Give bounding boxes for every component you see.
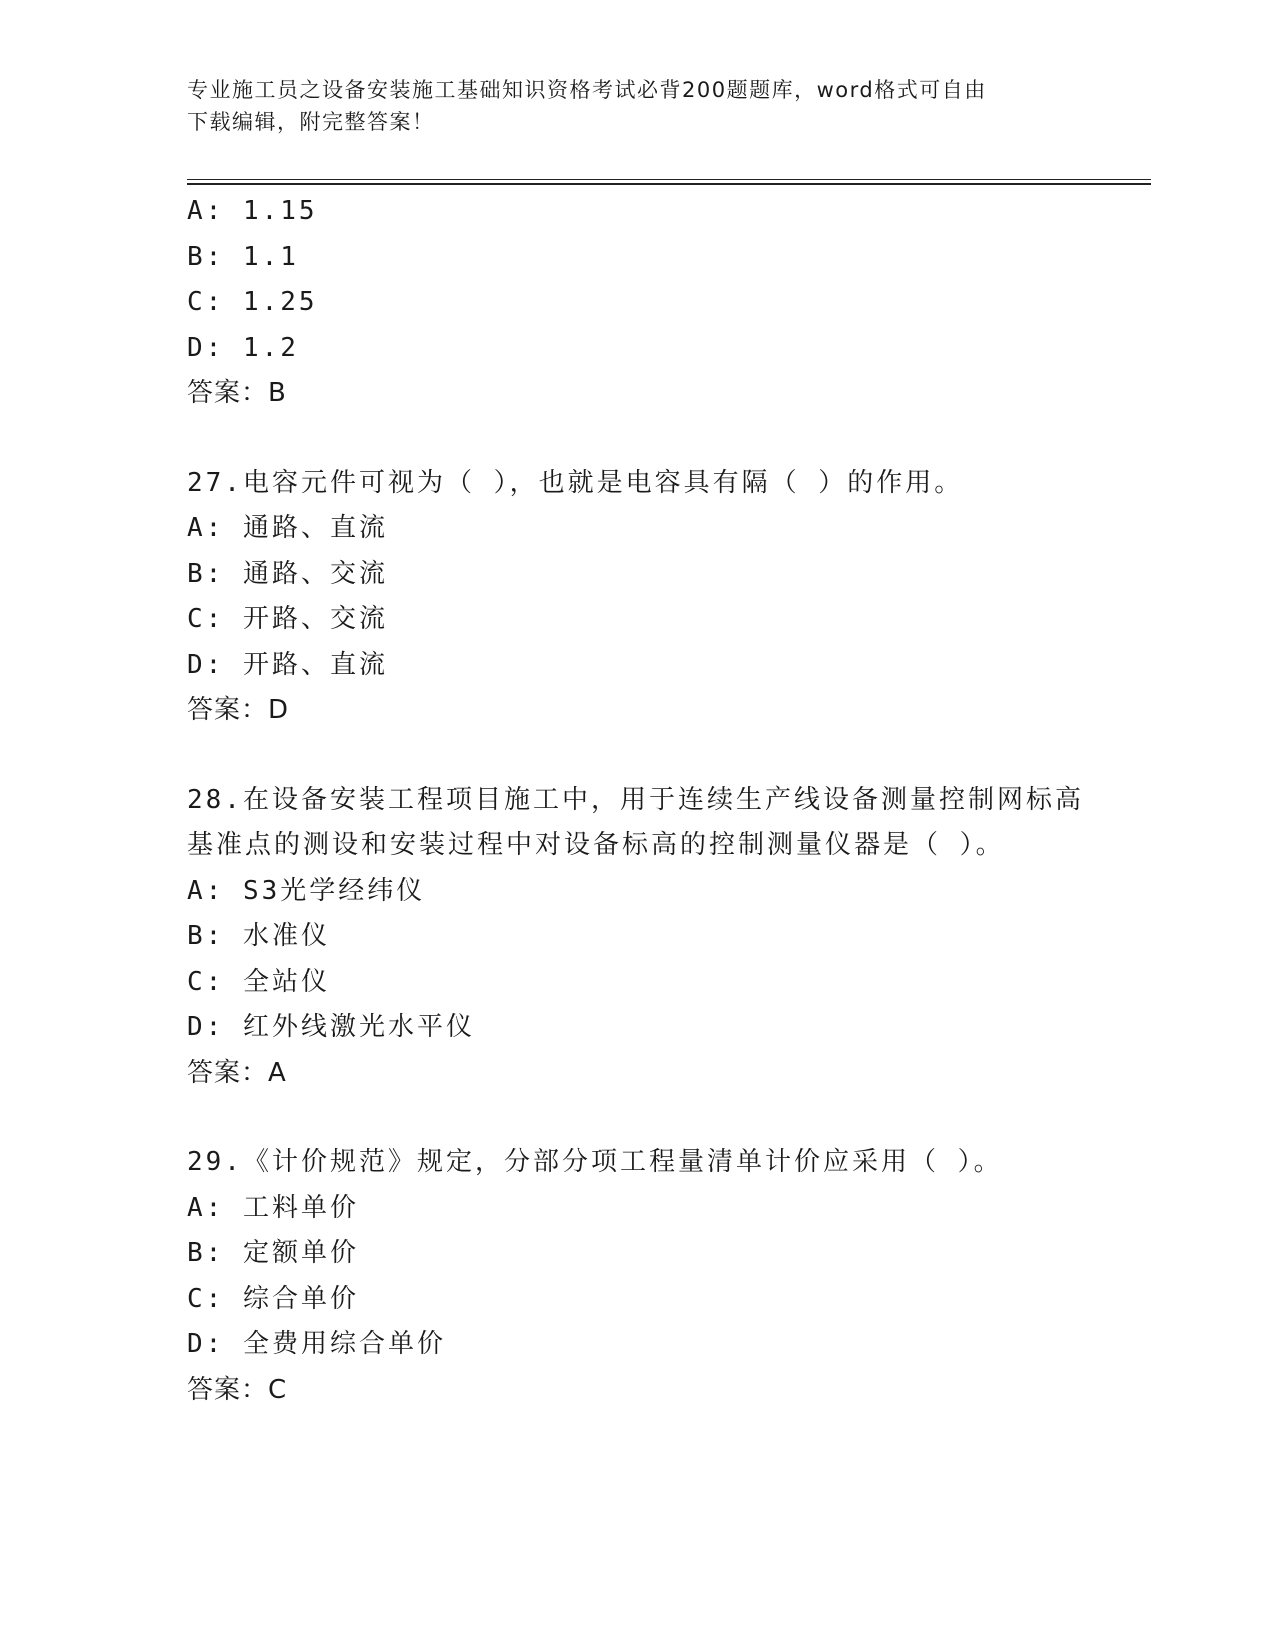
answer-line: 答案：A xyxy=(187,1057,287,1088)
spacer xyxy=(187,734,1127,778)
option-a: A: 工料单价 xyxy=(187,1192,359,1223)
question-26-continued xyxy=(187,189,1127,417)
option-a: A: 通路、直流 xyxy=(187,513,388,543)
header-line-2: 下载编辑，附完整答案！ xyxy=(187,110,435,134)
question-text: 29.《计价规范》规定，分部分项工程量清单计价应采用（ ）。 xyxy=(187,1147,1003,1177)
option-b: B: 通路、交流 xyxy=(187,558,388,589)
question-28 xyxy=(187,778,1127,1097)
option-c: C: 开路、交流 xyxy=(187,604,388,634)
document-header xyxy=(187,74,1087,138)
option-d: D: 开路、直流 xyxy=(187,649,388,680)
answer-line: 答案：D xyxy=(187,695,290,725)
answer-line: 答案：C xyxy=(187,1374,288,1405)
question-text: 27.电容元件可视为（ ），也就是电容具有隔（ ）的作用。 xyxy=(187,467,964,498)
question-text-line-1: 28.在设备安装工程项目施工中，用于连续生产线设备测量控制网标高 xyxy=(187,784,1084,815)
question-29 xyxy=(187,1140,1127,1413)
question-27 xyxy=(187,461,1127,734)
header-line-1: 专业施工员之设备安装施工基础知识资格考试必背200题题库，word格式可自由 xyxy=(187,78,987,102)
option-b: B: 水准仪 xyxy=(187,921,330,951)
question-list xyxy=(187,189,1127,1413)
option-a: A: 1.15 xyxy=(187,196,318,226)
option-b: B: 定额单价 xyxy=(187,1238,359,1268)
header-divider-thin xyxy=(187,179,1151,180)
option-a: A: S3光学经纬仪 xyxy=(187,875,426,906)
option-d: D: 1.2 xyxy=(187,332,299,363)
spacer xyxy=(187,1096,1127,1140)
option-b: B: 1.1 xyxy=(187,241,299,272)
option-c: C: 1.25 xyxy=(187,287,318,317)
question-text-line-2: 基准点的测设和安装过程中对设备标高的控制测量仪器是（ ）。 xyxy=(187,830,1005,860)
option-c: C: 全站仪 xyxy=(187,966,330,997)
answer-line: 答案：B xyxy=(187,378,287,408)
option-d: D: 红外线激光水平仪 xyxy=(187,1012,475,1042)
option-c: C: 综合单价 xyxy=(187,1283,359,1314)
option-d: D: 全费用综合单价 xyxy=(187,1329,446,1359)
header-divider-thick xyxy=(187,183,1151,185)
spacer xyxy=(187,417,1127,461)
